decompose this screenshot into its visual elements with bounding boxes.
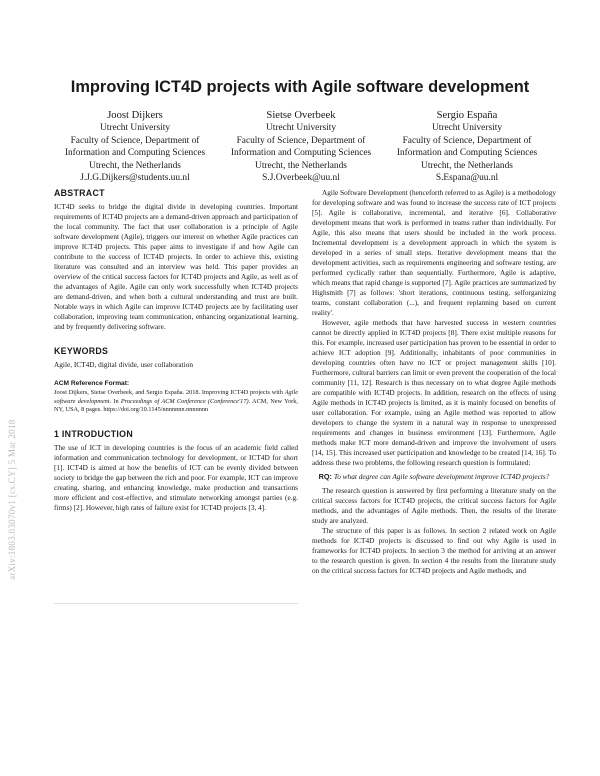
keywords-heading: KEYWORDS <box>54 346 109 356</box>
author-affiliation: Utrecht, the Netherlands <box>421 160 513 171</box>
author-affiliation: Faculty of Science, Department of <box>402 135 532 146</box>
body-paragraph: The research question is answered by first performing a literature study on the critical success factors for ICT4D projects, the critical success factors for Agile methods, and the advantages of Agile methods. Then, the results of the literate study are analyzed. <box>312 486 556 525</box>
author-affiliation: Information and Computing Sciences <box>230 148 372 159</box>
author-affiliation: Utrecht, the Netherlands <box>255 160 347 171</box>
author-affiliation: Faculty of Science, Department of <box>236 135 366 146</box>
right-column <box>312 188 556 576</box>
author-3 <box>384 110 550 184</box>
rq-label: RQ: <box>318 472 332 481</box>
author-affiliation: Information and Computing Sciences <box>64 148 206 159</box>
author-affiliation: Utrecht University <box>431 123 503 134</box>
rq-text: To what degree can Agile software development improve ICT4D projects? <box>333 472 550 481</box>
keywords-text: Agile, ICT4D, digital divide, user collaboration <box>54 360 194 369</box>
introduction-text: The use of ICT in developing countries is the focus of an academic field called information and communication technology for development, or ICT4D for short [1]. ICT4D is aimed at how the benefits of ICT can be evenly divided between society to bridge the gap between the rich and poor. For example, ICT can improve creating, sharing, and enhancing knowledge, make production and transactions more efficient and cost-effective, and stimulate networking amongst parties (e.g. firms) [2]. However, high rates of failure exist for ICT4D projects [3, 4]. <box>54 442 298 512</box>
left-column <box>54 188 298 513</box>
acm-reference-heading: ACM Reference Format: <box>54 380 130 387</box>
author-email: J.J.G.Dijkers@students.uu.nl <box>80 173 190 184</box>
author-affiliation: Utrecht University <box>99 123 171 134</box>
arxiv-stamp: arXiv:1803.03070v1 [cs.CY] 5 Mar 2018 <box>7 419 17 580</box>
author-2 <box>218 110 384 184</box>
abstract-heading: ABSTRACT <box>54 188 105 198</box>
author-name: Sietse Overbeek <box>266 110 336 121</box>
author-affiliation: Utrecht University <box>265 123 337 134</box>
author-name: Sergio España <box>436 110 498 121</box>
research-question <box>312 472 556 482</box>
author-affiliation: Information and Computing Sciences <box>396 148 538 159</box>
introduction-heading: 1 INTRODUCTION <box>54 428 133 439</box>
abstract-text: ICT4D seeks to bridge the digital divide in developing countries. Important requirements of ICT4D projects are a demand-driven approach and participation of the local community. The fact that user collaboration is a principle of Agile software development (Agile), triggers our interest on whether Agile practices can improve ICT4D projects. This paper aims to investigate if and how Agile can contribute to the success of ICT4D projects. In order to achieve this, existing literature was consulted and an interview was held. This paper provides an overview of the critical success factors for ICT4D projects and Agile, as well as of the advantages of Agile. Agile can only work successfully when ICT4D projects are demand-driven, and when both a cultural understanding and trust are built. Notable ways in which Agile can improve ICT4D projects are by facilitating user collaboration, improving team communication, enhancing organizational learning, and by frequently delivering software. <box>54 202 298 331</box>
author-block <box>52 110 550 184</box>
author-name: Joost Dijkers <box>107 110 163 121</box>
author-1 <box>52 110 218 184</box>
body-paragraph: Agile Software Development (henceforth referred to as Agile) is a methodology for developing software and was found to increase the success rate of ICT projects [5]. Agile is collaborative, incremental, and iterative [6]. Collaborative development means that work is performed in teams rather than individually. For Agile, this also means that users should be included in the work process. Incremental development is a development approach in which the system is developed in a series of small steps. Iterative development means that the development activities, such as requirements engineering and software testing, are performed cyclically rather than sequentially. Furthermore, Agile is adaptive, which means that rapid change is supported [7]. Agile practices are summarized by Highsmith [7] as follows: 'short iterations, continuous testing, selforganizing teams, constant collaboration (...), and frequent replanning based on current reality'. <box>312 188 556 317</box>
author-affiliation: Faculty of Science, Department of <box>70 135 200 146</box>
author-affiliation: Utrecht, the Netherlands <box>89 160 181 171</box>
body-paragraph: The structure of this paper is as follows. In section 2 related work on Agile methods for ICT4D projects is discussed to find out why Agile is used in frameworks for ICT4D projects. In section 3 the method for arriving at an answer to the research question is given. In section 4 the results from the literature study on the critical success factors for ICT4D projects and Agile methods, and <box>312 526 556 575</box>
acm-reference-text: Joost Dijkers, Sietse Overbeek, and Sergio España. 2018. Improving ICT4D projects with Agile software development. In Proceedings of ACM Conference (Conference'17). ACM, New York, NY, USA, 8 pages. https://doi.org/10.1145/nnnnnnn.nnnnnnn <box>54 389 298 414</box>
footnote-rule <box>54 603 298 604</box>
author-email: S.Espana@uu.nl <box>435 173 499 184</box>
paper-title: Improving ICT4D projects with Agile software development <box>70 78 530 96</box>
author-email: S.J.Overbeek@uu.nl <box>262 173 340 184</box>
body-paragraph: However, agile methods that have harvested success in western countries cannot be directly applied in ICT4D projects [8]. There exist multiple reasons for this. For example, increased user participation has proven to be essential in order to achieve ICT adoption [9]. Additionally, inhabitants of poor communities in developing countries often have no ICT or project management skills [10]. Furthermore, cultural barriers can limit or even prevent the cooperation of the local community [11, 12]. Research is thus necessary on to what degree Agile methods are compatible with ICT4D projects. In addition, research on the effects of using Agile methods in ICT4D projects is limited, as it is mainly focused on benefits of user collaboration. For example, using an Agile method was reported to allow developers to change the system in a natural way in response to unexpressed requirements and changes in business environment [13]. Furthermore, Agile methods make ICT more demand-driven and improve the involvement of users [14, 15]. This increased user participation and knowledge to be created [14, 16]. To address these two problems, the following research question is formulated: <box>312 318 556 467</box>
